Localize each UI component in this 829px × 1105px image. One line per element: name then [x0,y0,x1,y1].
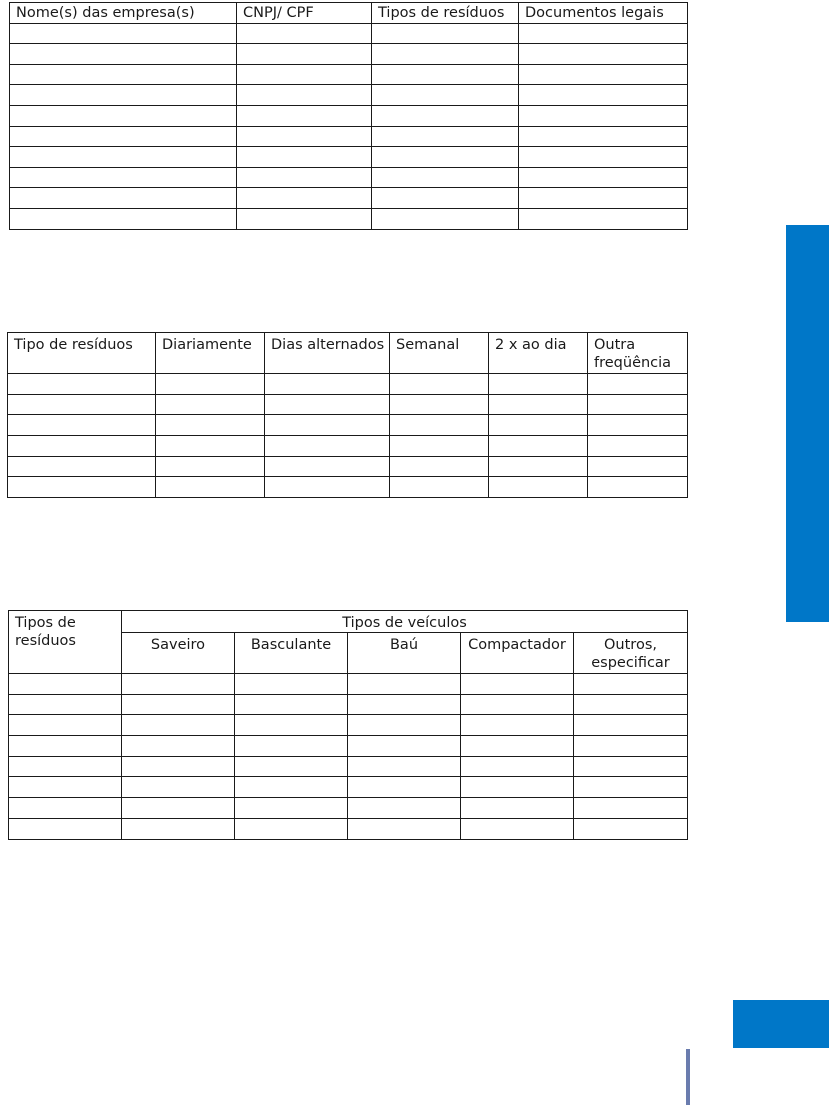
table-header-row [10,3,688,24]
table-cell[interactable] [8,374,156,395]
table-cell[interactable] [372,167,519,188]
table-cell[interactable] [265,436,390,457]
table-cell[interactable] [489,374,588,395]
table-cell[interactable] [10,147,237,168]
table-cell[interactable] [237,147,372,168]
table-cell[interactable] [372,126,519,147]
page-number-tab [733,1000,829,1048]
header-twice-daily: 2 x ao dia [489,333,588,374]
table-row [10,126,688,147]
table-cell[interactable] [574,818,688,839]
table-cell[interactable] [235,715,348,736]
table-cell[interactable] [9,736,122,757]
table-cell[interactable] [519,23,688,44]
header-compactador: Compactador [461,633,574,674]
table-cell[interactable] [122,798,235,819]
table-cell[interactable] [122,694,235,715]
header-cnpj-cpf: CNPJ/ CPF [237,3,372,24]
table-row [8,456,688,477]
table-cell[interactable] [390,415,489,436]
table-cell[interactable] [588,477,688,498]
table-cell[interactable] [8,415,156,436]
table-cell[interactable] [235,674,348,695]
table-row [10,147,688,168]
table-cell[interactable] [519,167,688,188]
header-legal-documents: Documentos legais [519,3,688,24]
table-cell[interactable] [489,415,588,436]
table-cell[interactable] [461,818,574,839]
table-cell[interactable] [489,477,588,498]
table-cell[interactable] [122,756,235,777]
table-row [9,818,688,839]
table-cell[interactable] [265,415,390,436]
table-row [9,777,688,798]
table-cell[interactable] [235,798,348,819]
header-company-names: Nome(s) das empresa(s) [10,3,237,24]
table-row [10,105,688,126]
table-cell[interactable] [237,208,372,229]
table-cell[interactable] [372,44,519,65]
table-row [9,674,688,695]
table-cell[interactable] [348,736,461,757]
table-cell[interactable] [122,777,235,798]
table-cell[interactable] [574,715,688,736]
table-cell[interactable] [372,208,519,229]
table-cell[interactable] [574,798,688,819]
table-cell[interactable] [574,777,688,798]
table-cell[interactable] [10,44,237,65]
table-cell[interactable] [390,456,489,477]
table-row [10,23,688,44]
table-row [10,85,688,106]
table-cell[interactable] [9,756,122,777]
table-header-row [8,333,688,374]
table-cell[interactable] [519,147,688,168]
table-cell[interactable] [237,126,372,147]
table-cell[interactable] [10,208,237,229]
table-cell[interactable] [574,694,688,715]
table-cell[interactable] [235,818,348,839]
table-cell[interactable] [237,64,372,85]
header-alternate-days: Dias alternados [265,333,390,374]
table-cell[interactable] [156,415,265,436]
header-saveiro: Saveiro [122,633,235,674]
table-cell[interactable] [8,436,156,457]
table-cell[interactable] [588,456,688,477]
table-cell[interactable] [348,818,461,839]
header-vehicle-types: Tipos de veículos [122,611,688,633]
table-cell[interactable] [390,394,489,415]
table-cell[interactable] [461,674,574,695]
table-cell[interactable] [265,374,390,395]
table-cell[interactable] [10,85,237,106]
table-cell[interactable] [390,436,489,457]
table-cell[interactable] [348,694,461,715]
table-cell[interactable] [461,756,574,777]
table-cell[interactable] [10,188,237,209]
table-cell[interactable] [489,394,588,415]
table-cell[interactable] [265,456,390,477]
table-row [8,415,688,436]
table-cell[interactable] [372,64,519,85]
table-cell[interactable] [156,456,265,477]
header-other-frequency: Outra freqüência [588,333,688,374]
table-cell[interactable] [519,126,688,147]
table-cell[interactable] [574,756,688,777]
header-waste-type: Tipo de resíduos [8,333,156,374]
table-row [8,394,688,415]
table-cell[interactable] [461,715,574,736]
table-cell[interactable] [122,674,235,695]
table-row [9,694,688,715]
header-outros-especificar: Outros, especificar [574,633,688,674]
header-daily: Diariamente [156,333,265,374]
table-cell[interactable] [372,23,519,44]
table-cell[interactable] [10,23,237,44]
header-weekly: Semanal [390,333,489,374]
table-cell[interactable] [348,756,461,777]
table-cell[interactable] [372,85,519,106]
table-cell[interactable] [574,736,688,757]
table-cell[interactable] [489,456,588,477]
table-row [10,44,688,65]
table-cell[interactable] [372,147,519,168]
table-cell[interactable] [235,756,348,777]
table-cell[interactable] [156,394,265,415]
table-cell[interactable] [461,798,574,819]
table-cell[interactable] [237,44,372,65]
collection-frequency-table [7,332,688,498]
table-cell[interactable] [519,85,688,106]
table-cell[interactable] [122,715,235,736]
table-cell[interactable] [10,167,237,188]
table-cell[interactable] [372,105,519,126]
table-cell[interactable] [489,436,588,457]
table-cell[interactable] [10,126,237,147]
table-cell[interactable] [237,23,372,44]
table-cell[interactable] [235,736,348,757]
chapter-side-tab [786,225,829,622]
table-cell[interactable] [348,798,461,819]
table-cell[interactable] [9,694,122,715]
table-cell[interactable] [9,715,122,736]
table-cell[interactable] [237,105,372,126]
table-cell[interactable] [8,477,156,498]
table-cell[interactable] [588,374,688,395]
table-cell[interactable] [574,674,688,695]
table-cell[interactable] [372,188,519,209]
table-row [8,374,688,395]
table-cell[interactable] [519,208,688,229]
table-cell[interactable] [390,477,489,498]
table-cell[interactable] [237,188,372,209]
table-cell[interactable] [461,777,574,798]
table-row [8,436,688,457]
header-basculante: Basculante [235,633,348,674]
table-cell[interactable] [588,436,688,457]
table-cell[interactable] [8,456,156,477]
table-header-row [9,611,688,633]
table-row [9,715,688,736]
table-row [10,208,688,229]
table-cell[interactable] [235,694,348,715]
table-cell[interactable] [156,477,265,498]
table-cell[interactable] [390,374,489,395]
table-cell[interactable] [9,818,122,839]
table-cell[interactable] [348,715,461,736]
table-cell[interactable] [122,818,235,839]
table-cell[interactable] [9,674,122,695]
table-cell[interactable] [461,694,574,715]
table-cell[interactable] [348,674,461,695]
table-cell[interactable] [10,64,237,85]
table-cell[interactable] [588,394,688,415]
header-waste-types: Tipos de resíduos [9,611,122,674]
table-row [10,167,688,188]
table-cell[interactable] [156,436,265,457]
table-row [10,188,688,209]
table-cell[interactable] [235,777,348,798]
table-cell[interactable] [519,105,688,126]
table-cell[interactable] [122,736,235,757]
table-row [10,64,688,85]
page-edge-line [686,1049,690,1105]
table-cell[interactable] [10,105,237,126]
table-cell[interactable] [265,477,390,498]
table-cell[interactable] [8,394,156,415]
table-cell[interactable] [348,777,461,798]
table-cell[interactable] [461,736,574,757]
table-cell[interactable] [588,415,688,436]
table-cell[interactable] [237,85,372,106]
table-cell[interactable] [519,44,688,65]
table-row [9,756,688,777]
table-cell[interactable] [265,394,390,415]
table-cell[interactable] [9,798,122,819]
table-row [9,736,688,757]
table-cell[interactable] [156,374,265,395]
table-cell[interactable] [519,64,688,85]
table-row [8,477,688,498]
vehicle-types-table [8,610,688,840]
table-cell[interactable] [519,188,688,209]
header-bau: Baú [348,633,461,674]
header-waste-types: Tipos de resíduos [372,3,519,24]
companies-table [9,2,688,230]
table-row [9,798,688,819]
table-cell[interactable] [9,777,122,798]
table-cell[interactable] [237,167,372,188]
